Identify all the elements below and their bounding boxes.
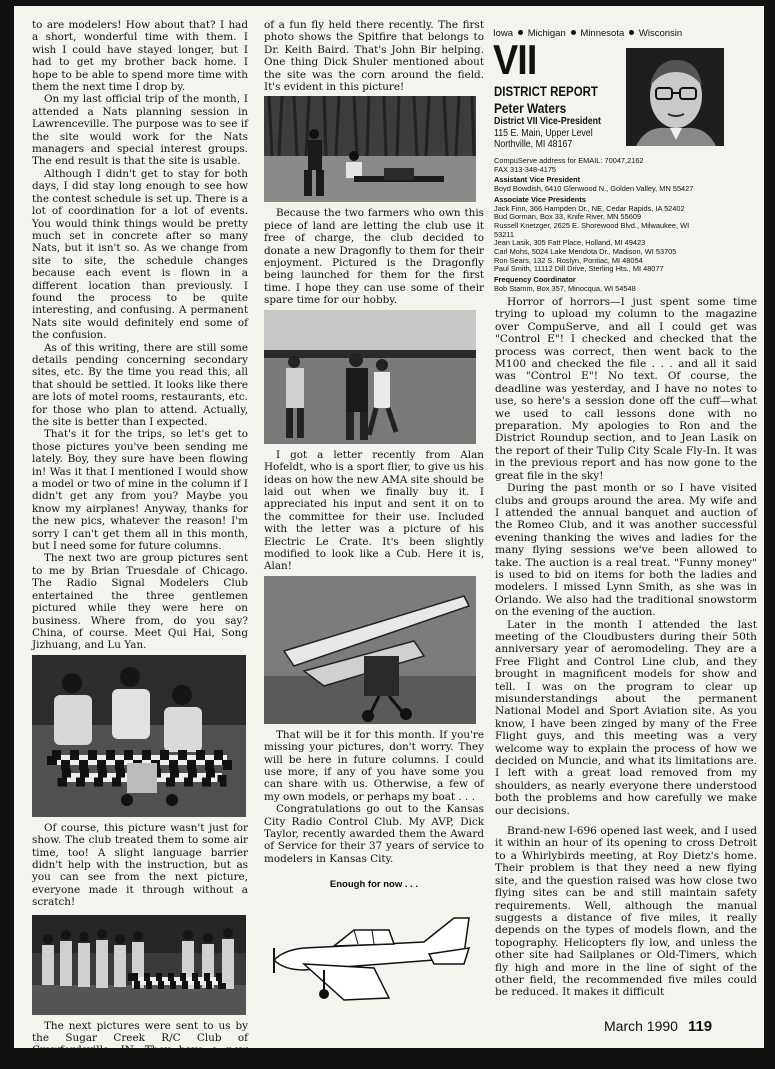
district-number: VII: [493, 36, 537, 83]
column-3: [495, 296, 757, 999]
paragraph: Brand-new I-696 opened last week, and I used it within an hour of its opening to cross Detroit to a Whirlybirds meeting, at Roy Dietz's home. Their problem is that they need a new flying site, and the question raised was how close two flying sites can be and still maintain safety requirements. Well, although the manual suggests a distance of five miles, it really depends on the types of models flown, and the topography. Helicopters fly low, and unless the other site had Sailplanes or Old-Timers, which fly high and more in the line of sight of the other field, the recommended five miles could be reduced. It makes it difficult: [495, 825, 757, 999]
vp-address-1: 115 E. Main, Upper Level: [494, 127, 593, 139]
paragraph: As of this writing, there are still some details pending concerning secondary sites, etc. By the time you read this, all that should be settled. It looks like there are lots of motel rooms, restaurants, etc. for those who plan to attend. Actually, the site is better than I expected.: [32, 341, 248, 428]
assoc-entry: Carl Mohs, 5024 Lake Mendota Dr., Madison, WI 53705: [494, 247, 677, 257]
paragraph: Congratulations go out to the Kansas City Radio Control Club. My AVP, Dick Taylor, recently awarded them the Award of Service for their 37 years of service to modelers in Kansas City.: [264, 803, 484, 865]
paragraph: Horror of horrors—I just spent some time trying to upload my column to the magazine over CompuServe, and all I could get was "Control E"! I checked and checked that the process was correct, then went back to the M100 and checked the file . . . and all it said was "Control E"! No text. Of course, the deadline was yesterday, and I have no notes to use, so here's a session done off the cuff—what we used to call lessons done with no preparation. My apologies to Ron and the District Roundup section, and to Jean Lasik on the report of their Tulip City Scale Fly-In. It was in the previous report and has now gone to the great file in the sky!: [495, 296, 757, 482]
avp-entry: Boyd Bowdish, 6410 Glenwood N., Golden Valley, MN 55427: [494, 184, 694, 194]
vice-president-block: [494, 101, 616, 151]
paragraph: Of course, this picture wasn't just for show. The club treated them to some air time, too! A slight language barrier didn't help with the instruction, but as you can see from the next picture, everyone made it through without a scratch!: [32, 821, 248, 909]
paragraph: During the past month or so I have visited clubs and groups around the area. My wife and I attended the annual banquet and auction of the Romeo Club, and it was another successful evening thanking the wives and ladies for the many flying sessions we've been allowed to take. The auction is a real treat. "Funny money" is used to bid on items for both the ladies and modelers. I missed Lynn Smith, as she was in Orlando. We also had the traditional snowstorm on the evening of the auction.: [495, 482, 757, 619]
freq-heading: Frequency Coordinator: [494, 275, 576, 285]
vp-address-2: Northville, MI 48167: [494, 139, 573, 150]
assoc-entry: Ron Sears, 132 S. Roslyn, Pontiac, MI 48054: [494, 255, 643, 265]
state-label: Minnesota: [580, 28, 625, 39]
paragraph: of a fun fly held there recently. The first photo shows the Spitfire that belongs to Dr. Keith Baird. That's John Bir helping. One thing Dick Shuler mentioned about the site was the corn around the field. It's evident in this picture!: [264, 19, 484, 94]
vp-name: Peter Waters: [494, 101, 567, 116]
photo-group-with-biplane: [32, 915, 246, 1015]
paragraph: That will be it for this month. If you're missing your pictures, don't worry. They will be here in future columns. I could use more, if any of you have some you can share with us. Otherwise, a few of my own models, or perhaps my boat . . .: [264, 728, 484, 803]
assoc-entry: Jack Finn, 366 Hampden Dr., NE, Cedar Rapids, IA 52402: [494, 203, 685, 213]
magazine-page: [14, 6, 764, 1069]
paragraph: Because the two farmers who own this piece of land are letting the club use it free of charge, the club decided to donate a new Dragonfly to them for their enjoyment. Pictured is the Dragonfly being launched for them for the first time. I hope they can use some of their spare time for our hobby.: [264, 207, 484, 307]
assoc-entry: Russell Knetzger, 2625 E. Shorewood Blvd., Milwaukee, WI: [494, 220, 690, 230]
photo-dragonfly-launch: [264, 310, 476, 444]
page-number: 119: [687, 1018, 713, 1035]
photo-spitfire-corn-field: [264, 96, 476, 202]
fax-line: FAX 313-348-4175: [494, 164, 557, 174]
paragraph: On my last official trip of the month, I attended a Nats planning session in Lawrenceville. The purpose was to see if the site would work for the Nats managers and special interest groups. The end result is that the site is usable.: [32, 93, 248, 168]
assoc-heading: Associate Vice Presidents: [494, 194, 586, 204]
district-contacts: [494, 157, 734, 294]
state-label: Michigan: [527, 28, 566, 39]
paragraph: I got a letter recently from Alan Hofeldt, who is a sport flier, to give us his ideas on how the new AMA site should be laid out when we finally buy it. I appreciated his input and sent it on to the committee for their use. Included with the letter was a picture of his Electric Le Crate. It's been slightly modified to look like a Cub. Here it is, Alan!: [264, 448, 484, 573]
vp-title: District VII Vice-President: [494, 116, 601, 127]
freq-entry: Bob Stamm, Box 357, Minocqua, WI 54548: [494, 283, 636, 293]
paragraph: to are modelers! How about that? I had a short, wonderful time with them. I wish I could have stayed longer, but I had to get my brother back home. I hope to be able to spend more time with them the next time I drop by.: [32, 19, 248, 94]
paragraph: Although I didn't get to stay for both days, I did stay long enough to see how the contest schedule is set up. There is a lot of coordination for a lot of events. You would think things would be pretty much set in concrete after so many Nats, but it isn't so. As we change from site to site, the schedule changes because each event is flown in a different location than previously. I found the process to be quite interesting, and confusing. A permanent Nats site would definitely end some of the confusion.: [32, 167, 248, 342]
state-label: Iowa: [493, 28, 514, 39]
assoc-entry: Bud Gorman, Box 33, Knife River, MN 55609: [494, 212, 642, 222]
photo-electric-le-crate: [264, 576, 476, 724]
paragraph: That's it for the trips, so let's get to those pictures you've been sending me lately. Boy, they sure have been flowing in! Was it that I mentioned I would show a model or two of mine in the column if I didn't get any from you? Maybe you know my airplanes! Anyway, thanks for the new pics, whatever the reason! I'm sorry I can't get them all in this month, but I need some for future columns.: [32, 428, 248, 553]
paragraph: Later in the month I attended the last meeting of the Cloudbusters during their 50th anniversary year of aeromodeling. They are a Free Flight and Control Line club, and they brought in magnificent models for show and tell. I was on the program to clear up misunderstandings about the permanent National Model and Sport Aviation site. As you know, I have been zinged by many of the Free Flight guys, and this meeting was a very welcome way to explain the process of how we decided on Muncie, and what its limitations are. I left with a great load removed from my shoulders, as nearly everyone there understood both the problems and how carefully we make our decisions.: [495, 618, 757, 817]
airplane-illustration: [264, 898, 476, 1006]
paragraph: The next two are group pictures sent to me by Brian Truesdale of Chicago. The Radio Signal Modelers Club entertained the three gentlemen pictured while they were here on business. Where from, do you say? China, of course. Meet Qui Hai, Song Jizhuang, and Lu Yan.: [32, 552, 248, 652]
avp-heading: Assistant Vice President: [494, 175, 581, 185]
column-1: [32, 19, 248, 1069]
photo-chinese-visitors-biplane: [32, 655, 246, 817]
assoc-entry: Paul Smith, 11112 Dill Drive, Sterling Hts., MI 48077: [494, 264, 664, 274]
column-2: [264, 19, 484, 1006]
vice-president-portrait: [626, 48, 724, 146]
paragraph: The next pictures were sent to us by the Sugar Creek R/C Club of Crawfordsville, IN. They have a new field, and the photos were: [32, 1019, 248, 1069]
email-line: CompuServe address for EMAIL: 70047,2162: [494, 156, 644, 165]
state-label: Wisconsin: [638, 28, 683, 39]
assoc-entry: Jean Lasik, 305 Fatt Place, Holland, MI 49423: [494, 238, 646, 248]
district-report-title: DISTRICT REPORT: [494, 84, 598, 99]
issue-date: March 1990: [604, 1018, 678, 1034]
sign-off: Enough for now . . .: [329, 879, 419, 891]
page-footer: [604, 1018, 712, 1035]
assoc-entry: 53211: [494, 229, 515, 239]
